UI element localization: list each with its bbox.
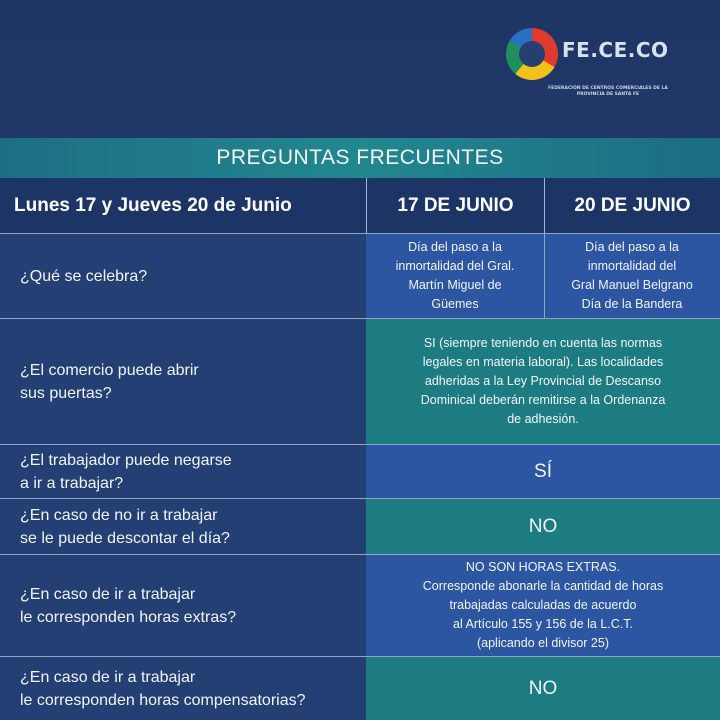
header	[0, 0, 720, 138]
answer-line: Día del paso a la	[408, 240, 502, 254]
answer-negarse: SÍ	[366, 445, 720, 498]
question-line: ¿En caso de ir a trabajar	[20, 668, 196, 686]
question-line: ¿En caso de no ir a trabajar	[20, 506, 218, 524]
answer-line: Día del paso a la	[585, 240, 679, 254]
question-line: ¿En caso de ir a trabajar	[20, 585, 196, 603]
logo	[506, 28, 706, 108]
question-horas-extras	[0, 555, 366, 656]
question-celebra	[0, 234, 366, 318]
answer-line: (aplicando el divisor 25)	[476, 636, 609, 650]
answer-line: Dominical deberán remitirse a la Ordenanza	[420, 393, 666, 407]
question-line: ¿El comercio puede abrir	[20, 361, 199, 379]
answer-compensatorias: NO	[366, 657, 720, 720]
question-descontar	[0, 499, 366, 554]
answer-line: NO SON HORAS EXTRAS.	[465, 560, 621, 574]
question-comercio	[0, 319, 366, 444]
question-line: ¿Qué se celebra?	[20, 267, 148, 285]
answer-line: SI (siempre teniendo en cuenta las normas	[423, 336, 663, 350]
answer-line: al Artículo 155 y 156 de la L.C.T.	[453, 617, 633, 631]
question-compensatorias	[0, 657, 366, 720]
answer-line: Gral Manuel Belgrano	[571, 278, 693, 292]
answer-line: inmortalidad del Gral.	[395, 259, 515, 273]
question-line: se le puede descontar el día?	[20, 529, 230, 547]
answer-comercio	[366, 319, 720, 444]
logo-subtitle: FEDERACIÓN DE CENTROS COMERCIALES DE LA PROVINCIA DE SANTA FE	[548, 86, 668, 97]
question-line: ¿El trabajador puede negarse	[20, 451, 232, 469]
answer-line: Martín Miguel de	[408, 278, 502, 292]
answer-17-celebra	[366, 234, 544, 318]
answer-horas-extras	[366, 555, 720, 656]
table-header-20: 20 DE JUNIO	[544, 178, 720, 233]
question-line: a ir a trabajar?	[20, 474, 124, 492]
logo-name: FE.CE.CO	[562, 38, 669, 62]
question-line: le corresponden horas compensatorias?	[20, 691, 306, 709]
question-negarse	[0, 445, 366, 498]
answer-line: trabajadas calculadas de acuerdo	[449, 598, 637, 612]
question-line: le corresponden horas extras?	[20, 608, 237, 626]
column-divider	[544, 234, 545, 318]
table-header-17: 17 DE JUNIO	[366, 178, 544, 233]
answer-20-celebra	[544, 234, 720, 318]
logo-circle-icon	[506, 28, 558, 80]
answer-line: Corresponde abonarle la cantidad de horas	[422, 579, 664, 593]
answer-descontar: NO	[366, 499, 720, 554]
answer-line: inmortalidad del	[587, 259, 677, 273]
answer-line: de adhesión.	[507, 412, 579, 426]
answer-line: Güemes	[431, 297, 479, 311]
answer-line: adheridas a la Ley Provincial de Descanso	[424, 374, 662, 388]
table-header-left: Lunes 17 y Jueves 20 de Junio	[0, 178, 366, 233]
question-line: sus puertas?	[20, 384, 112, 402]
page-title: PREGUNTAS FRECUENTES	[0, 138, 720, 178]
answer-line: legales en materia laboral). Las localidades	[422, 355, 664, 369]
faq-table	[0, 178, 720, 720]
answer-line: Día de la Bandera	[581, 297, 683, 311]
